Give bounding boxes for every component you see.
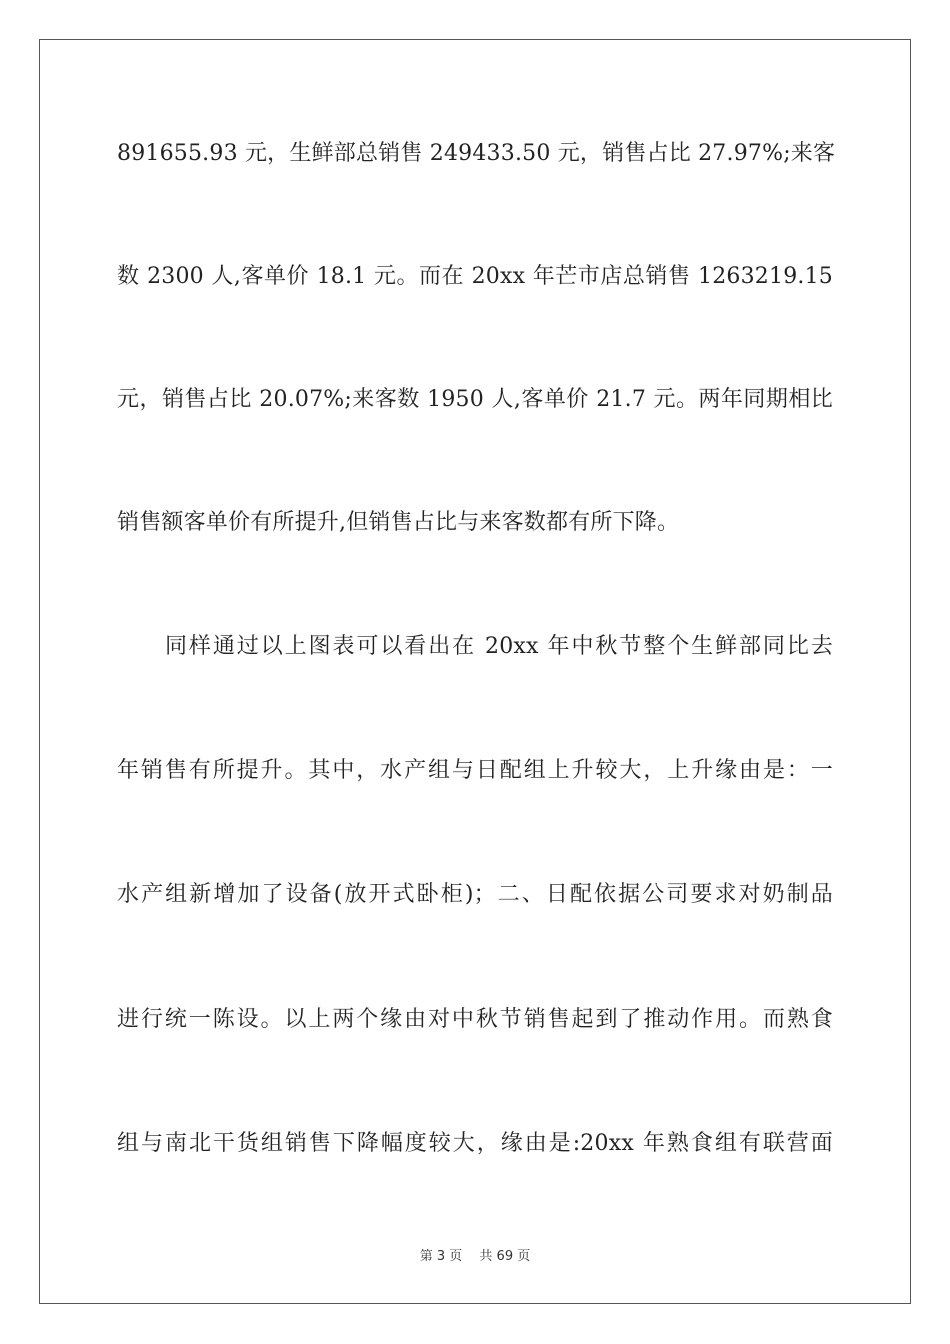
page-border [39,39,911,1304]
paragraph-line-8: 进行统一陈设。以上两个缘由对中秋节销售起到了推动作用。而熟食 [117,1007,833,1032]
paragraph-line-2: 数 2300 人,客单价 18.1 元。而在 20xx 年芒市店总销售 1263219.15 [117,264,833,289]
page-number-footer: 第 3 页 共 69 页 [419,1249,531,1264]
paragraph-line-7: 水产组新增加了设备(放开式卧柜)；二、日配依据公司要求对奶制品 [117,882,833,907]
paragraph-line-1: 891655.93 元，生鲜部总销售 249433.50 元，销售占比 27.97%;来客 [117,141,836,166]
paragraph-line-5: 同样通过以上图表可以看出在 20xx 年中秋节整个生鲜部同比去 [165,634,833,659]
paragraph-line-9: 组与南北干货组销售下降幅度较大，缘由是:20xx 年熟食组有联营面 [117,1131,833,1156]
paragraph-line-3: 元，销售占比 20.07%;来客数 1950 人,客单价 21.7 元。两年同期相比 [117,387,833,412]
paragraph-line-4: 销售额客单价有所提升,但销售占比与来客数都有所下降。 [117,510,680,535]
paragraph-line-6: 年销售有所提升。其中，水产组与日配组上升较大，上升缘由是：一 [117,758,833,783]
